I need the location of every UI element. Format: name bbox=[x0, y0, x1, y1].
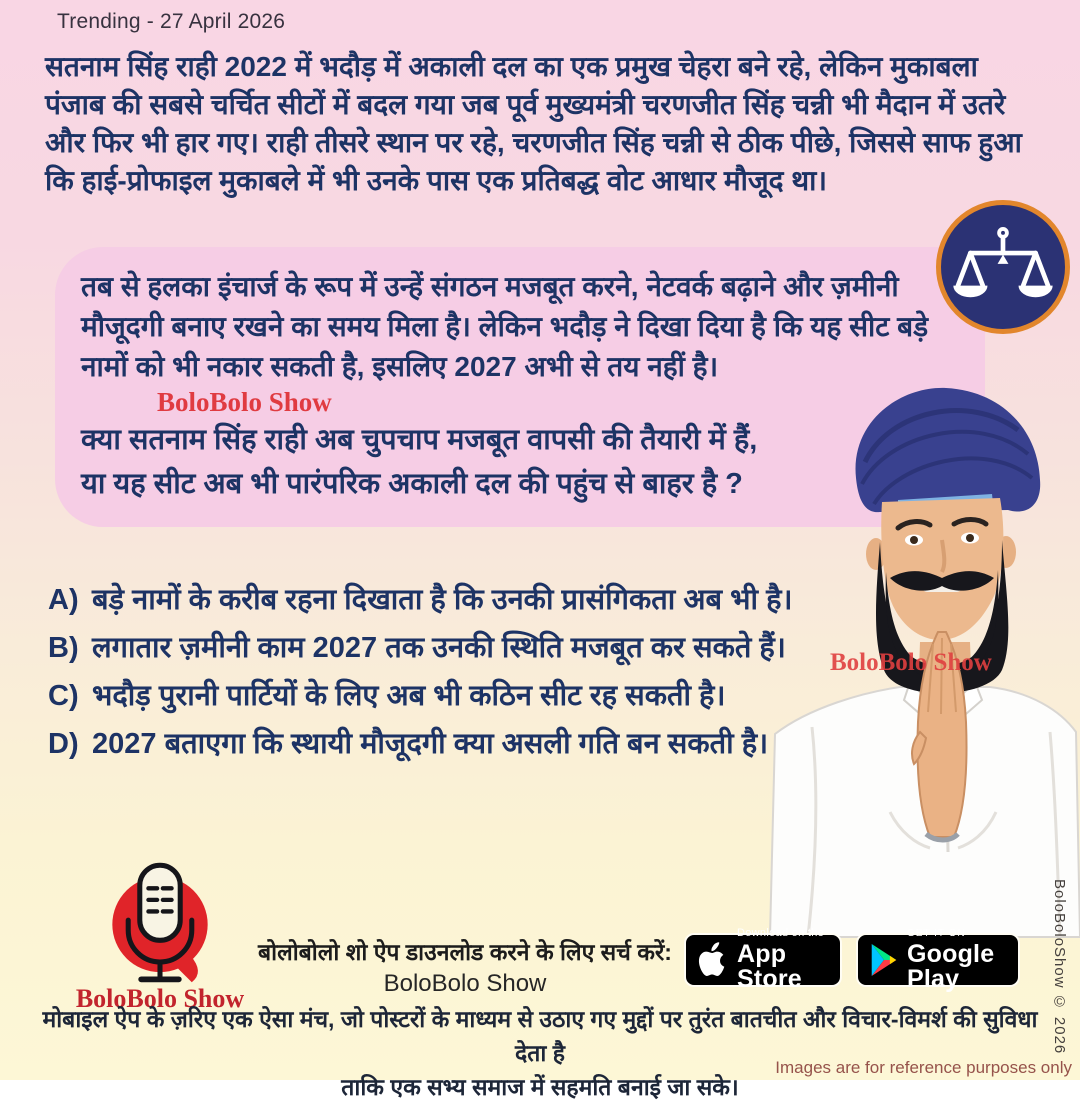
vertical-copyright: BoloBoloShow © 2026 bbox=[1051, 878, 1068, 1054]
person-name-bold-2: चरणजीत सिंह चन्नी bbox=[642, 89, 834, 120]
bolobolo-logo bbox=[60, 858, 260, 1014]
watermark-text: BoloBolo Show bbox=[157, 387, 332, 417]
app-store-big-text: App Store bbox=[737, 940, 802, 993]
intro-text-1: 2022 में भदौड़ में अकाली दल का एक प्रमुख चेहरा बने रहे, लेकिन मुकाबला पंजाब की सबसे चर्चित सीटों में बदल गया जब पूर्व मुख्यमंत्री bbox=[45, 51, 978, 120]
option-b-label: B) bbox=[48, 632, 79, 664]
google-play-icon bbox=[870, 944, 898, 976]
intro-text-2: भी मैदान में उतरे और फिर भी हार गए। राही तीसरे स्थान पर रहे, चरणजीत सिंह चन्नी से ठीक पीछे, जिससे साफ हुआ कि हाई-प्रोफाइल मुकाबले में भी उनके पास एक प्रतिबद्ध वोट आधार मौजूद था। bbox=[45, 89, 1022, 196]
option-a bbox=[48, 580, 808, 621]
trending-date-label: Trending - 27 April 2026 bbox=[57, 10, 286, 33]
google-play-big-text: Google Play bbox=[907, 939, 995, 993]
question-line-1: क्या सतनाम सिंह राही अब चुपचाप मजबूत वापसी की तैयारी में हैं, bbox=[81, 424, 758, 456]
option-d-text: 2027 बताएगा कि स्थायी मौजूदगी क्या असली गति बन सकती है। bbox=[92, 728, 769, 760]
search-app-name: BoloBolo Show bbox=[383, 970, 547, 997]
highlight-paragraph: तब से हलका इंचार्ज के रूप में उन्हें संगठन मजबूत करने, नेटवर्क बढ़ाने और ज़मीनी मौजूदगी बनाए रखने का समय मिला है। लेकिन भदौड़ ने दिखा दिया है कि यह सीट बड़े नामों को भी नकार सकती है, इसलिए 2027 अभी से तय नहीं है। bbox=[81, 271, 929, 382]
image-disclaimer: Images are for reference purposes only bbox=[775, 1058, 1072, 1077]
microphone-icon bbox=[85, 858, 235, 988]
apple-icon bbox=[698, 942, 728, 978]
sikh-man-illustration bbox=[770, 382, 1080, 937]
scales-icon bbox=[951, 219, 1055, 315]
app-store-badge[interactable] bbox=[684, 927, 842, 993]
option-a-text: बड़े नामों के करीब रहना दिखाता है कि उनकी प्रासंगिकता अब भी है। bbox=[92, 584, 793, 616]
option-b-text: लगातार ज़मीनी काम 2027 तक उनकी स्थिति मजबूत कर सकते हैं। bbox=[92, 632, 786, 664]
search-instruction-line: बोलोबोलो शो ऐप डाउनलोड करने के लिए सर्च करें: bbox=[258, 939, 672, 965]
option-c-text: भदौड़ पुरानी पार्टियों के लिए अब भी कठिन सीट रह सकती है। bbox=[92, 680, 726, 712]
option-c bbox=[48, 676, 808, 717]
logo-wordmark: BoloBolo Show bbox=[75, 984, 245, 1013]
option-a-label: A) bbox=[48, 584, 79, 616]
question-line-2: या यह सीट अब भी पारंपरिक अकाली दल की पहुंच से बाहर है ? bbox=[81, 468, 743, 500]
options-list bbox=[48, 580, 808, 765]
option-d bbox=[48, 724, 808, 765]
footer-tagline bbox=[40, 1002, 1040, 1104]
google-play-small-text: GET IT ON bbox=[907, 927, 966, 939]
app-store-small-text: Download on the bbox=[737, 927, 825, 939]
option-b bbox=[48, 628, 808, 669]
option-d-label: D) bbox=[48, 728, 79, 760]
google-play-badge[interactable] bbox=[856, 927, 1020, 993]
tagline-line-1: मोबाइल ऐप के ज़रिए एक ऐसा मंच, जो पोस्टरों के माध्यम से उठाए गए मुद्दों पर तुरंत बातचीत और विचार-विमर्श की सुविधा देता है bbox=[42, 1006, 1038, 1066]
person-name-bold: सतनाम सिंह राही bbox=[45, 51, 217, 82]
option-c-label: C) bbox=[48, 680, 79, 712]
tagline-line-2: ताकि एक सभ्य समाज में सहमति बनाई जा सके। bbox=[341, 1074, 739, 1100]
scales-of-justice-icon bbox=[936, 200, 1070, 334]
chest-watermark-text: BoloBolo Show bbox=[830, 649, 992, 676]
app-search-instructions bbox=[250, 936, 680, 1000]
intro-paragraph bbox=[45, 48, 1045, 200]
